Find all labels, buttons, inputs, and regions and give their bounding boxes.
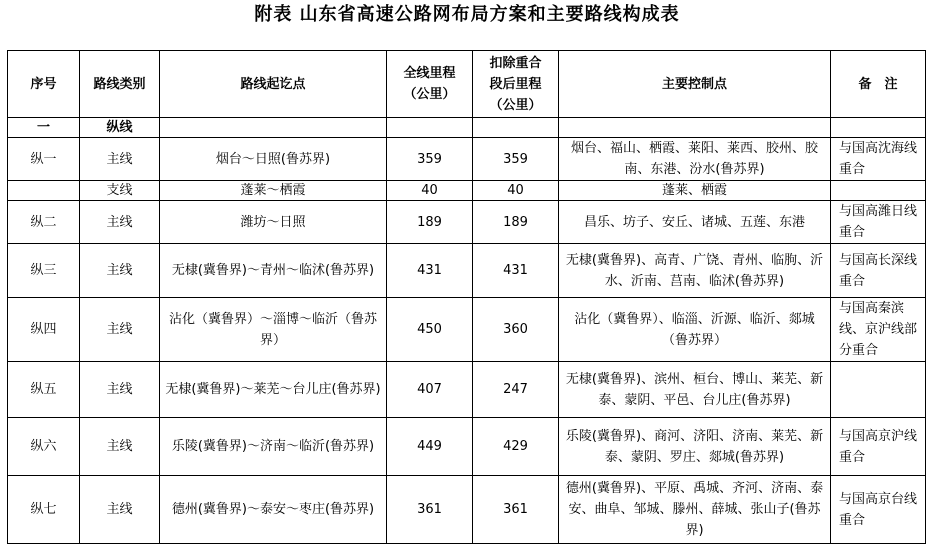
row-dedup: 360 xyxy=(473,298,559,362)
row-dedup: 189 xyxy=(473,201,559,244)
row-type: 主线 xyxy=(80,418,160,476)
row-type: 主线 xyxy=(80,298,160,362)
row-control: 乐陵(冀鲁界)、商河、济阳、济南、莱芜、新泰、蒙阴、罗庄、郯城(鲁苏界) xyxy=(559,418,831,476)
row-route: 沾化（冀鲁界）～淄博～临沂（鲁苏界） xyxy=(160,298,387,362)
row-note: 与国高沈海线重合 xyxy=(831,138,926,181)
row-length: 361 xyxy=(387,476,473,544)
row-seq: 纵七 xyxy=(8,476,80,544)
row-note: 与国高秦滨线、京沪线部分重合 xyxy=(831,298,926,362)
col-dedup-line3: （公里） xyxy=(489,97,542,113)
row-dedup: 361 xyxy=(473,476,559,544)
table-row xyxy=(8,418,926,476)
col-dedup xyxy=(473,51,559,118)
row-type: 主线 xyxy=(80,201,160,244)
row-seq: 纵六 xyxy=(8,418,80,476)
header-row xyxy=(8,51,926,118)
col-seq: 序号 xyxy=(8,51,80,118)
row-note: 与国高京台线重合 xyxy=(831,476,926,544)
table-row xyxy=(8,362,926,418)
row-control: 烟台、福山、栖霞、莱阳、莱西、胶州、胶南、东港、汾水(鲁苏界) xyxy=(559,138,831,181)
table-row xyxy=(8,138,926,181)
row-control: 无棣(冀鲁界)、高青、广饶、青州、临朐、沂水、沂南、莒南、临沭(鲁苏界) xyxy=(559,244,831,298)
row-seq: 纵四 xyxy=(8,298,80,362)
row-length: 407 xyxy=(387,362,473,418)
row-length: 189 xyxy=(387,201,473,244)
row-note: 与国高潍日线重合 xyxy=(831,201,926,244)
row-control: 德州(冀鲁界)、平原、禹城、齐河、济南、泰安、曲阜、邹城、滕州、薛城、张山子(鲁苏界) xyxy=(559,476,831,544)
row-length: 359 xyxy=(387,138,473,181)
row-type: 主线 xyxy=(80,244,160,298)
row-type: 支线 xyxy=(80,181,160,201)
row-dedup: 247 xyxy=(473,362,559,418)
col-length-line2: （公里） xyxy=(403,87,456,102)
row-length: 450 xyxy=(387,298,473,362)
row-route: 蓬莱～栖霞 xyxy=(160,181,387,201)
col-dedup-line2: 段后里程 xyxy=(489,76,542,92)
row-route: 烟台～日照(鲁苏界) xyxy=(160,138,387,181)
table-row xyxy=(8,244,926,298)
col-note: 备 注 xyxy=(831,51,926,118)
row-route: 潍坊～日照 xyxy=(160,201,387,244)
row-control: 沾化（冀鲁界）、临淄、沂源、临沂、郯城（鲁苏界） xyxy=(559,298,831,362)
col-length xyxy=(387,51,473,118)
col-dedup-line1: 扣除重合 xyxy=(489,55,542,71)
table-row xyxy=(8,201,926,244)
row-length: 449 xyxy=(387,418,473,476)
row-note xyxy=(831,181,926,201)
row-seq xyxy=(8,181,80,201)
table-row xyxy=(8,298,926,362)
row-seq: 纵二 xyxy=(8,201,80,244)
row-type: 主线 xyxy=(80,138,160,181)
row-type: 主线 xyxy=(80,362,160,418)
row-control: 蓬莱、栖霞 xyxy=(559,181,831,201)
row-dedup: 429 xyxy=(473,418,559,476)
col-length-line1: 全线里程 xyxy=(403,66,456,81)
section-row xyxy=(8,118,926,138)
section-type: 纵线 xyxy=(80,118,160,138)
row-route: 乐陵(冀鲁界)～济南～临沂(鲁苏界) xyxy=(160,418,387,476)
row-length: 431 xyxy=(387,244,473,298)
row-length: 40 xyxy=(387,181,473,201)
table-row xyxy=(8,476,926,544)
col-type: 路线类别 xyxy=(80,51,160,118)
col-control: 主要控制点 xyxy=(559,51,831,118)
page-title: 附表 山东省高速公路网布局方案和主要路线构成表 xyxy=(254,4,680,25)
row-control: 昌乐、坊子、安丘、诸城、五莲、东港 xyxy=(559,201,831,244)
row-dedup: 431 xyxy=(473,244,559,298)
row-route: 无棣(冀鲁界)～莱芜～台儿庄(鲁苏界) xyxy=(160,362,387,418)
section-seq: 一 xyxy=(8,118,80,138)
row-seq: 纵五 xyxy=(8,362,80,418)
row-dedup: 359 xyxy=(473,138,559,181)
table-row xyxy=(8,181,926,201)
row-control: 无棣(冀鲁界)、滨州、桓台、博山、莱芜、新泰、蒙阴、平邑、台儿庄(鲁苏界) xyxy=(559,362,831,418)
row-note xyxy=(831,362,926,418)
row-note: 与国高京沪线重合 xyxy=(831,418,926,476)
row-seq: 纵一 xyxy=(8,138,80,181)
route-table xyxy=(7,50,926,544)
row-route: 德州(冀鲁界)～泰安～枣庄(鲁苏界) xyxy=(160,476,387,544)
row-dedup: 40 xyxy=(473,181,559,201)
row-seq: 纵三 xyxy=(8,244,80,298)
row-route: 无棣(冀鲁界)～青州～临沭(鲁苏界) xyxy=(160,244,387,298)
row-note: 与国高长深线重合 xyxy=(831,244,926,298)
row-type: 主线 xyxy=(80,476,160,544)
col-route: 路线起讫点 xyxy=(160,51,387,118)
